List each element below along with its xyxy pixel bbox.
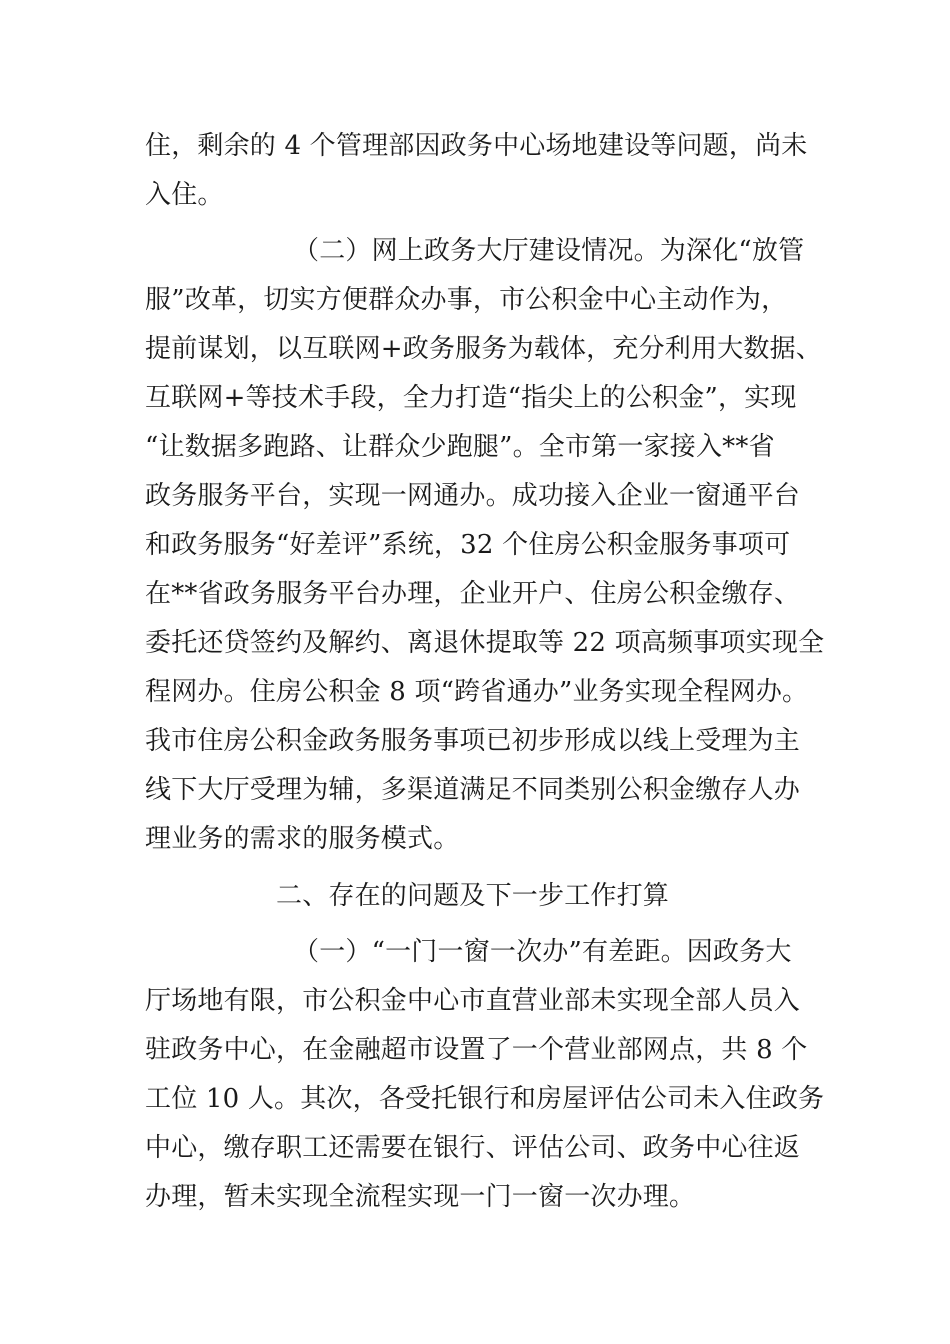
- paragraph-line: 互联网+等技术手段，全力打造“指尖上的公积金”，实现: [145, 383, 797, 413]
- paragraph-line: 理业务的需求的服务模式。: [145, 824, 460, 854]
- paragraph-line: 线下大厅受理为辅，多渠道满足不同类别公积金缴存人办: [145, 775, 801, 805]
- section-heading-2: （二）网上政务大厅建设情况。为深化“放管: [293, 236, 805, 266]
- paragraph-line: 服”改革，切实方便群众办事，市公积金中心主动作为，: [145, 285, 788, 315]
- paragraph-line: 和政务服务“好差评”系统，32 个住房公积金服务事项可: [145, 530, 791, 560]
- paragraph-line: 工位 10 人。其次，各受托银行和房屋评估公司未入住政务: [145, 1084, 825, 1114]
- paragraph-line: 提前谋划，以互联网+政务服务为载体，充分利用大数据、: [145, 334, 822, 364]
- paragraph-line: “让数据多跑路、让群众少跑腿”。全市第一家接入**省: [145, 432, 775, 462]
- paragraph-line: 厅场地有限，市公积金中心市直营业部未实现全部人员入: [145, 986, 801, 1016]
- section-title: 二、存在的问题及下一步工作打算: [276, 881, 670, 911]
- paragraph-line: 委托还贷签约及解约、离退休提取等 22 项高频事项实现全: [145, 628, 825, 658]
- section-heading-1: （一）“一门一窗一次办”有差距。因政务大: [293, 937, 792, 967]
- paragraph-line: 程网办。住房公积金 8 项“跨省通办”业务实现全程网办。: [145, 677, 809, 707]
- paragraph-line: 政务服务平台，实现一网通办。成功接入企业一窗通平台: [145, 481, 801, 511]
- paragraph-line: 我市住房公积金政务服务事项已初步形成以线上受理为主: [145, 726, 801, 756]
- paragraph-line: 办理，暂未实现全流程实现一门一窗一次办理。: [145, 1182, 696, 1212]
- paragraph-line: 住，剩余的 4 个管理部因政务中心场地建设等问题，尚未: [145, 131, 808, 161]
- paragraph-line: 驻政务中心，在金融超市设置了一个营业部网点，共 8 个: [145, 1035, 808, 1065]
- paragraph-line: 在**省政务服务平台办理，企业开户、住房公积金缴存、: [145, 579, 801, 609]
- paragraph-line: 中心，缴存职工还需要在银行、评估公司、政务中心往返: [145, 1133, 801, 1163]
- paragraph-line: 入住。: [145, 180, 224, 210]
